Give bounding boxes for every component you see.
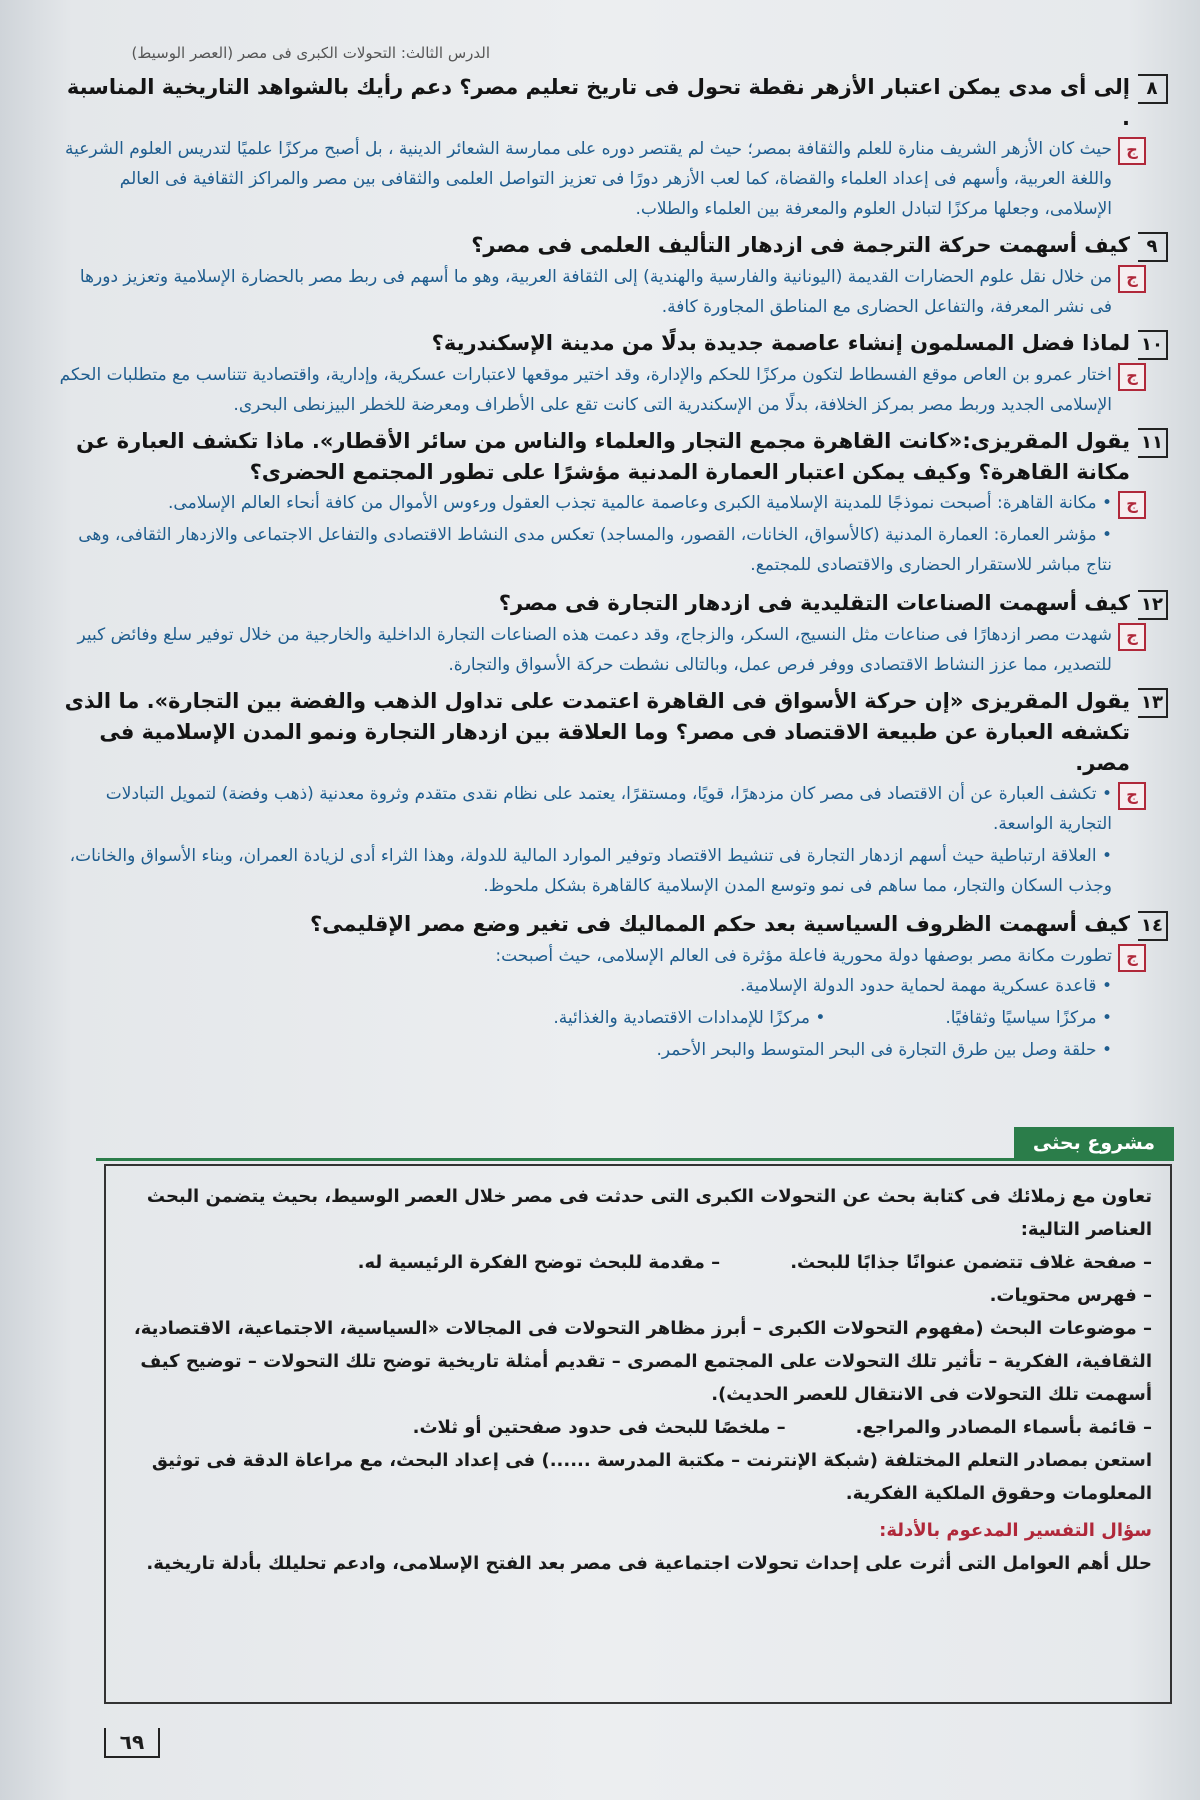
answer-bullet: • مؤشر العمارة: العمارة المدنية (كالأسواق، الخانات، القصور، والمساجد) تعكس مدى النشاط الاقتصادى والتفاعل الاجتماعى والازدهار الثقافى، وهى نتاج مباشر للاستقرار الحضارى والاقتصادى للمجتمع. xyxy=(53,520,1112,580)
question-text: يقول المقريزى:«كانت القاهرة مجمع التجار والعلماء والناس من سائر الأقطار». ماذا تكشف العبارة عن مكانة القاهرة؟ وكيف يمكن اعتبار العمارة المدنية مؤشرًا على تطور المجتمع الحضرى؟ xyxy=(76,429,1130,484)
question-text: لماذا فضل المسلمون إنشاء عاصمة جديدة بدلًا من مدينة الإسكندرية؟ xyxy=(431,331,1130,355)
question-text: إلى أى مدى يمكن اعتبار الأزهر نقطة تحول فى تاريخ تعليم مصر؟ دعم رأيك بالشواهد التاريخية المناسبة . xyxy=(66,75,1130,130)
project-box xyxy=(104,1164,1172,1704)
project-tab: مشروع بحثى xyxy=(1014,1127,1174,1159)
answer-badge: ج xyxy=(1118,623,1146,651)
project-item: – صفحة غلاف تتضمن عنوانًا جذابًا للبحث. xyxy=(790,1252,1152,1273)
question-number: ١٤ xyxy=(1138,911,1168,941)
answer-badge: ج xyxy=(1118,265,1146,293)
question-block xyxy=(53,426,1168,582)
answer-bullet: • مركزًا للإمدادات الاقتصادية والغذائية. xyxy=(553,1003,825,1033)
question-block xyxy=(53,686,1168,903)
project-note: استعن بمصادر التعلم المختلفة (شبكة الإنترنت – مكتبة المدرسة ......) فى إعداد البحث، مع مراعاة الدقة فى توثيق المعلومات وحقوق الملكية الفكرية. xyxy=(151,1450,1152,1504)
question-text: كيف أسهمت الظروف السياسية بعد حكم المماليك فى تغير وضع مصر الإقليمى؟ xyxy=(309,912,1130,936)
answer-text: تطورت مكانة مصر بوصفها دولة محورية فاعلة مؤثرة فى العالم الإسلامى، حيث أصبحت: xyxy=(495,946,1112,966)
question-block xyxy=(53,328,1168,420)
project-item: – موضوعات البحث (مفهوم التحولات الكبرى – أبرز مظاهر التحولات فى المجالات «السياسية، الاجتماعية، الاقتصادية، الثقافية، الفكرية – تأثير تلك التحولات على المجتمع المصرى – تقديم أمثلة تاريخية توضح تلك التحولات – توضيح كيف أسهمت تلك التحولات فى الانتقال للعصر الحديث). xyxy=(133,1318,1152,1405)
question-number: ١٣ xyxy=(1138,688,1168,718)
answer-text: اختار عمرو بن العاص موقع الفسطاط لتكون مركزًا للحكم والإدارة، وقد اختير موقعها لاعتبارات عسكرية، وإدارية، واقتصادية تتناسب مع متطلبات الحكم الإسلامى الجديد وربط مصر بمركز الخلافة، بدلًا من الإسكندرية التى كانت تقع على الأطراف ومعرضة للخطر البيزنطى البحرى. xyxy=(59,365,1112,415)
page-number: ٦٩ xyxy=(104,1728,160,1758)
project-item: – مقدمة للبحث توضح الفكرة الرئيسية له. xyxy=(357,1252,721,1273)
evidence-question-title: سؤال التفسير المدعوم بالأدلة: xyxy=(879,1520,1152,1541)
question-block xyxy=(53,72,1168,224)
question-number: ٩ xyxy=(1138,232,1168,262)
answer-text: شهدت مصر ازدهارًا فى صناعات مثل النسيج، السكر، والزجاج، وقد دعمت هذه الصناعات التجارة الداخلية والخارجية من خلال توفير سلع وفائض كبير للتصدير، مما عزز النشاط الاقتصادى ووفر فرص عمل، وبالتالى نشطت حركة الأسواق والتجارة. xyxy=(77,625,1112,675)
question-text: يقول المقريزى «إن حركة الأسواق فى القاهرة اعتمدت على تداول الذهب والفضة بين التجارة». ما الذى تكشفه العبارة عن طبيعة الاقتصاد فى مصر؟ وما العلاقة بين ازدهار التجارة ونمو المدن الإسلامية فى مصر. xyxy=(64,689,1130,775)
question-block xyxy=(53,909,1168,1067)
question-number: ١٢ xyxy=(1138,590,1168,620)
answer-bullet: • مركزًا سياسيًا وثقافيًا. xyxy=(945,1003,1112,1033)
question-text: كيف أسهمت حركة الترجمة فى ازدهار التأليف العلمى فى مصر؟ xyxy=(471,233,1130,257)
question-number: ٨ xyxy=(1138,74,1168,104)
answer-badge: ج xyxy=(1118,782,1146,810)
question-block xyxy=(53,230,1168,322)
question-number: ١١ xyxy=(1138,428,1168,458)
answer-bullet: • قاعدة عسكرية مهمة لحماية حدود الدولة الإسلامية. xyxy=(53,971,1112,1001)
project-divider xyxy=(96,1158,1174,1161)
answer-bullet: • مكانة القاهرة: أصبحت نموذجًا للمدينة الإسلامية الكبرى وعاصمة عالمية تجذب العقول ورءوس الأموال من كافة أنحاء العالم الإسلامى. xyxy=(53,488,1112,518)
answer-text: من خلال نقل علوم الحضارات القديمة (اليونانية والفارسية والهندية) إلى الثقافة العربية، وهو ما أسهم فى ربط مصر بالحضارة الإسلامية وتعزيز دورها فى نشر المعرفة، والتفاعل الحضارى مع المناطق المجاورة كافة. xyxy=(79,267,1112,317)
answer-text: حيث كان الأزهر الشريف منارة للعلم والثقافة بمصر؛ حيث لم يقتصر دوره على ممارسة الشعائر الدينية ، بل أصبح مركزًا علميًا لتدريس العلوم الشرعية واللغة العربية، وأسهم فى إعداد العلماء والقضاة، كما لعب الأزهر دورًا فى تعزيز التواصل العلمى والثقافى بين مصر والمراكز الثقافية فى العالم الإسلامى، وجعلها مركزًا لتبادل العلوم والمعرفة بين العلماء والطلاب. xyxy=(64,139,1112,219)
question-text: كيف أسهمت الصناعات التقليدية فى ازدهار التجارة فى مصر؟ xyxy=(498,591,1130,615)
question-block xyxy=(53,588,1168,680)
questions-section xyxy=(53,72,1168,1073)
project-item: – ملخصًا للبحث فى حدود صفحتين أو ثلاث. xyxy=(412,1417,786,1438)
evidence-question-text: حلل أهم العوامل التى أثرت على إحداث تحولات اجتماعية فى مصر بعد الفتح الإسلامى، وادعم تحليلك بأدلة تاريخية. xyxy=(146,1553,1152,1574)
project-item: – فهرس محتويات. xyxy=(989,1285,1152,1306)
lesson-header: الدرس الثالث: التحولات الكبرى فى مصر (العصر الوسيط) xyxy=(131,44,490,62)
answer-bullet: • تكشف العبارة عن أن الاقتصاد فى مصر كان مزدهرًا، قويًا، ومستقرًا، يعتمد على نظام نقدى متقدم وثروة معدنية (ذهب وفضة) لتمويل التبادلات التجارية الواسعة. xyxy=(53,779,1112,839)
answer-badge: ج xyxy=(1118,944,1146,972)
answer-bullet: • حلقة وصل بين طرق التجارة فى البحر المتوسط والبحر الأحمر. xyxy=(53,1035,1112,1065)
answer-bullet: • العلاقة ارتباطية حيث أسهم ازدهار التجارة فى تنشيط الاقتصاد وتوفير الموارد المالية للدولة، وهذا الثراء أدى لزيادة العمران، وبناء الأسواق والخانات، وجذب السكان والتجار، مما ساهم فى نمو وتوسع المدن الإسلامية كالقاهرة بشكل ملحوظ. xyxy=(53,841,1112,901)
answer-badge: ج xyxy=(1118,363,1146,391)
question-number: ١٠ xyxy=(1138,330,1168,360)
project-item: – قائمة بأسماء المصادر والمراجع. xyxy=(855,1417,1152,1438)
answer-badge: ج xyxy=(1118,137,1146,165)
project-intro: تعاون مع زملائك فى كتابة بحث عن التحولات الكبرى التى حدثت فى مصر خلال العصر الوسيط، بحيث يتضمن البحث العناصر التالية: xyxy=(146,1186,1152,1240)
answer-badge: ج xyxy=(1118,491,1146,519)
